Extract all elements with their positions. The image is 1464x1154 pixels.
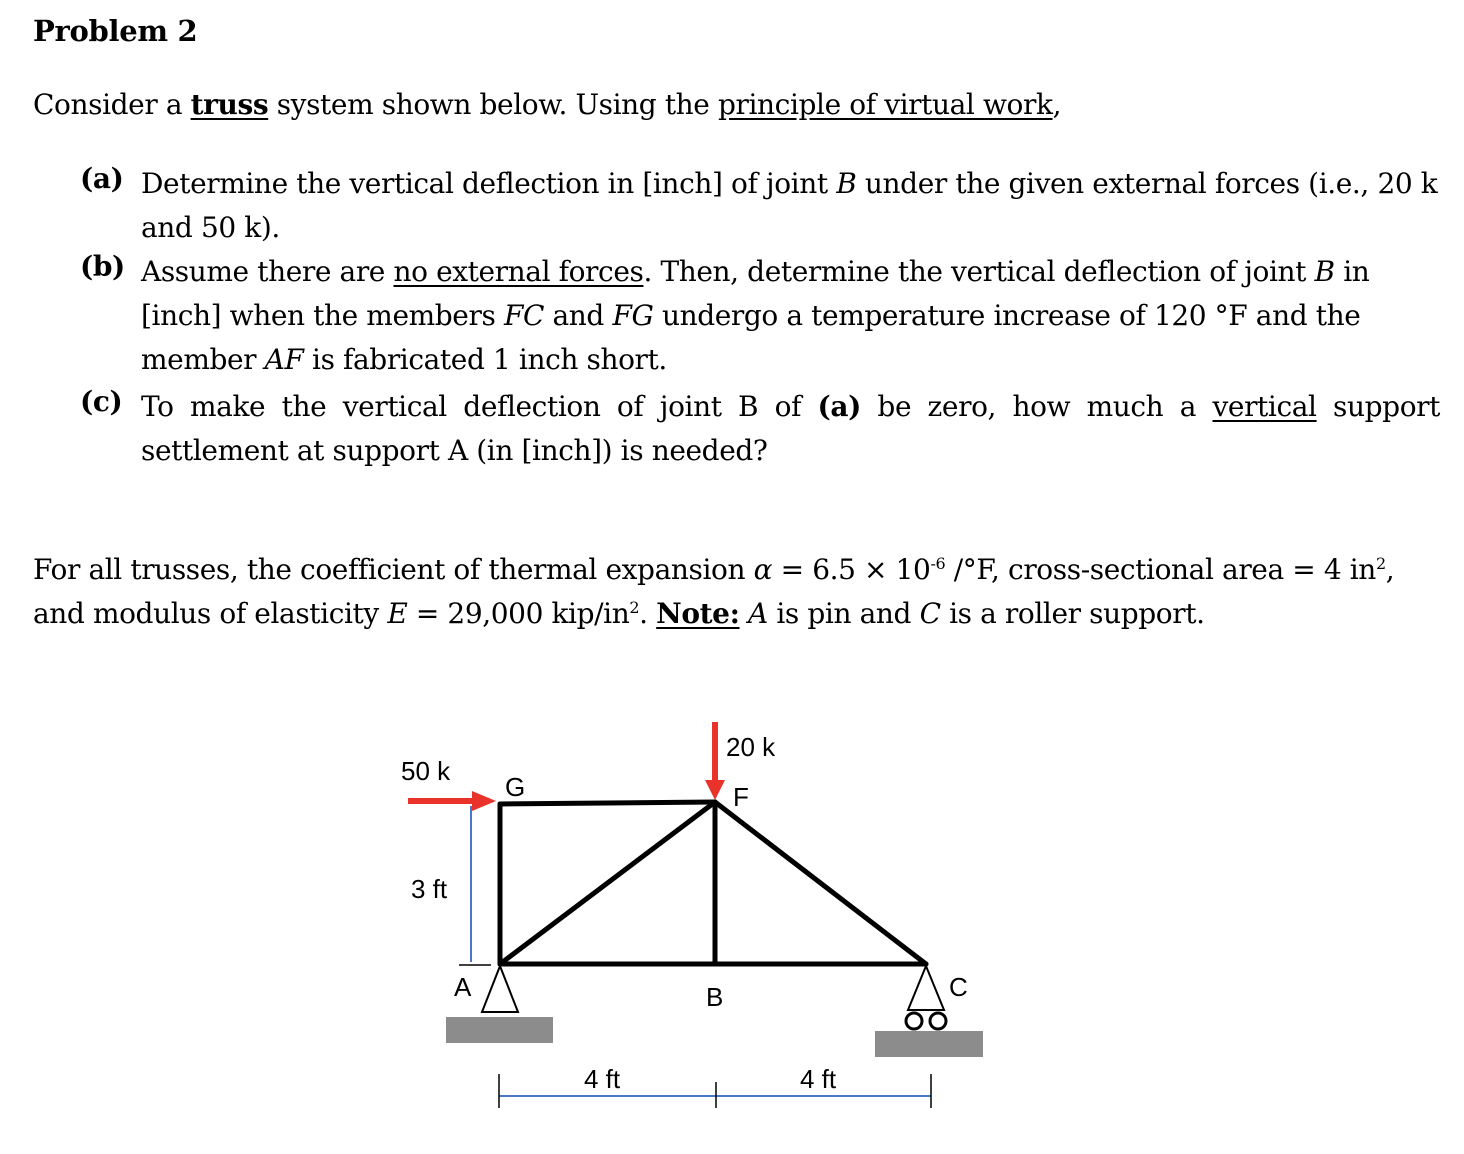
joint-label-b: B [706,982,724,1012]
part-b-member-af: AF [264,343,304,376]
part-b-label: (b) [80,250,125,283]
joint-label-g: G [505,772,526,802]
part-a-text-2: under the given external forces (i.e., 20 k and 50 k). [141,167,1438,244]
part-c-text-3: support settlement at support A (in [inch]) is needed? [141,390,1441,467]
dimension-label-span-right: 4 ft [800,1064,837,1094]
props-text-9: is a roller support. [940,597,1205,630]
part-b-member-fc: FC [503,299,544,332]
props-e: E [387,597,408,630]
ground-a [446,1017,553,1043]
roller-wheel-left [906,1013,922,1029]
props-text-8: is pin and [767,597,920,630]
part-b-text-5: undergo a temperature increase of 120 °F and the member [141,299,1361,376]
part-a-label: (a) [80,162,124,195]
height-dimension [459,806,491,965]
truss-members [500,802,926,964]
vertical-load-head [705,780,725,800]
part-c-text-1: To make the vertical deflection of joint B of [141,390,818,423]
props-note-label: Note: [656,597,740,630]
part-c-vertical-term: vertical [1212,390,1317,423]
props-text-6: . [639,597,657,630]
props-modulus-square: 2 [629,598,640,617]
intro-text-2: system shown below. Using the [268,88,718,121]
horizontal-load-arrow [408,791,496,811]
props-exponent: -6 [930,554,946,573]
part-b-joint-b: B [1314,255,1335,288]
props-text-1: For all trusses, the coefficient of thermal expansion [33,553,754,586]
dimension-label-span-left: 4 ft [584,1064,621,1094]
member-af [500,802,715,964]
part-b-member-fg: FG [612,299,654,332]
part-b-text-6: is fabricated 1 inch short. [303,343,667,376]
props-area-square: 2 [1375,554,1386,573]
problem-title: Problem 2 [33,14,198,48]
joint-label-a: A [454,972,472,1002]
joint-label-c: C [949,972,968,1002]
part-b-text-2: . Then, determine the vertical deflection of joint [643,255,1315,288]
pin-support-a [482,966,518,1012]
part-a-joint-b: B [836,167,857,200]
props-support-a: A [748,597,768,630]
props-text-4: , and modulus of elasticity [33,553,1395,630]
intro-truss-term: truss [190,88,269,121]
props-text-5: = 29,000 kip/in [407,597,630,630]
intro-principle-term: principle of virtual work [717,88,1053,121]
part-b-text-4: and [544,299,613,332]
props-support-c: C [919,597,941,630]
ground-c [875,1031,983,1057]
props-alpha: α [753,553,773,586]
load-label-20k: 20 k [726,732,776,762]
part-a-text-1: Determine the vertical deflection in [inch] of joint [141,167,837,200]
props-text-3: /°F, cross-sectional area = 4 in [945,553,1376,586]
span-dimension [499,1074,931,1108]
part-c-label: (c) [80,385,123,418]
part-c-a-reference: (a) [817,390,861,423]
part-b-text-3: in [inch] when the members [141,255,1370,332]
load-label-50k: 50 k [401,756,451,786]
horizontal-load-head [472,791,496,811]
member-fc [715,802,926,964]
props-text-2: = 6.5 × 10 [772,553,931,586]
roller-support-c [908,966,944,1010]
intro-text-1: Consider a [33,88,191,121]
part-c-text-2: be zero, how much a [860,390,1213,423]
intro-text-3: , [1052,88,1062,121]
joint-label-f: F [733,782,749,812]
part-b-no-external-forces: no external forces [393,255,644,288]
roller-wheel-right [930,1013,946,1029]
vertical-load-arrow [705,722,725,800]
member-gf [500,802,715,804]
dimension-label-height: 3 ft [411,874,448,904]
part-b-text-1: Assume there are [141,255,394,288]
